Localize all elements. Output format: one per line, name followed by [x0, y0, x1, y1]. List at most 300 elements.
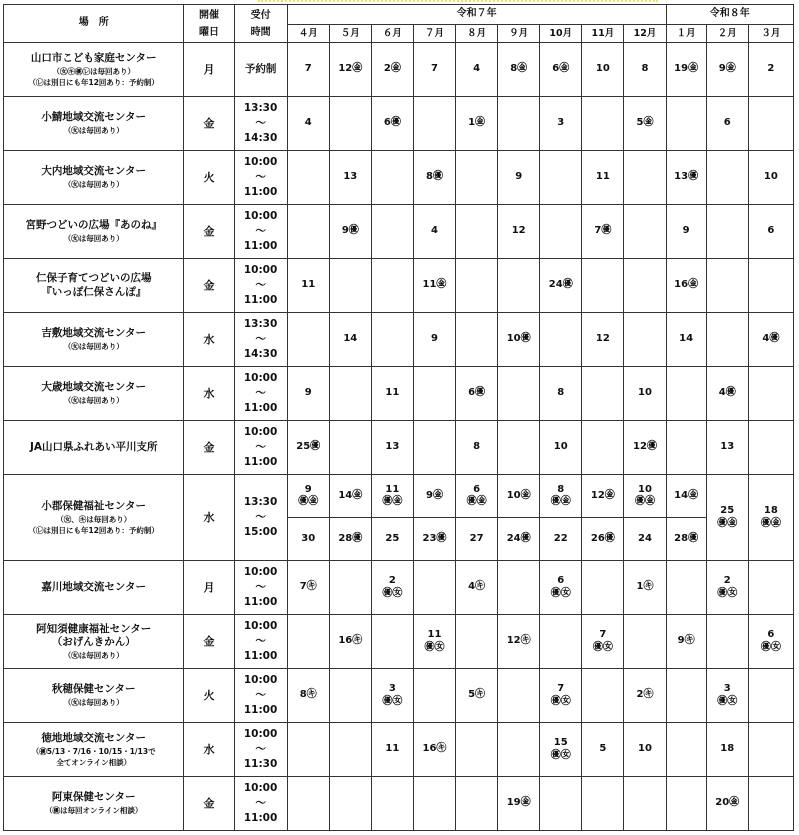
- date-cell: [498, 421, 540, 475]
- date-cell: 11: [371, 367, 413, 421]
- date-cell: [706, 205, 748, 259]
- date-cell: 10 ㊝㊎: [624, 475, 666, 518]
- location-note: （㊛は毎回あり）: [63, 126, 124, 136]
- date-cell: 6 ㊝㊛: [748, 615, 793, 669]
- date-cell: [540, 151, 582, 205]
- date-cell: [706, 259, 748, 313]
- location-note: （㋹は別日にも年12回あり：予約制）: [28, 526, 159, 536]
- date-cell: 24㊝: [540, 259, 582, 313]
- location-name: 宮野つどいの広場『あのね』: [25, 219, 162, 232]
- date-cell: [666, 669, 706, 723]
- date-cell: 9㊎: [706, 43, 748, 97]
- date-cell: [371, 777, 413, 831]
- time-line: ～: [255, 580, 266, 593]
- date-cell: [498, 561, 540, 615]
- date-cell: [371, 313, 413, 367]
- time-line: 13:30: [243, 317, 278, 330]
- reception-time-cell: [234, 43, 287, 97]
- date-cell: 11 ㊝㊛: [413, 615, 455, 669]
- date-cell: 6㊎: [540, 43, 582, 97]
- date-cell: 24㊝: [498, 518, 540, 561]
- date-cell: [582, 561, 624, 615]
- date-cell: [624, 205, 666, 259]
- date-cell: 25 ㊝㊎: [706, 475, 748, 561]
- date-cell: 8㊎: [498, 43, 540, 97]
- date-cell: [329, 723, 371, 777]
- header-weekday: 開催 曜日: [184, 5, 234, 43]
- date-cell: 28㊝: [329, 518, 371, 561]
- location-note: （おげんきかん）: [51, 635, 136, 648]
- date-cell: 13: [706, 421, 748, 475]
- time-line: 10:00: [243, 155, 278, 168]
- time-line: 11:00: [243, 650, 278, 663]
- date-cell: 9: [498, 151, 540, 205]
- date-cell: 7㋖: [287, 561, 329, 615]
- weekday-cell: 月: [184, 561, 234, 615]
- location-name: 徳地地域交流センター: [41, 731, 146, 744]
- date-cell: 6: [748, 205, 793, 259]
- time-line: ～: [255, 510, 266, 523]
- date-cell: 19㊎: [666, 43, 706, 97]
- date-cell: 8: [540, 367, 582, 421]
- date-cell: [329, 97, 371, 151]
- date-cell: 12㊝: [624, 421, 666, 475]
- date-cell: [413, 777, 455, 831]
- date-cell: [498, 97, 540, 151]
- date-cell: 16㋖: [329, 615, 371, 669]
- date-cell: 2 ㊝㊛: [706, 561, 748, 615]
- date-cell: 13: [329, 151, 371, 205]
- time-line: 11:00: [243, 240, 278, 253]
- date-cell: [287, 723, 329, 777]
- header-month: ８月: [456, 25, 498, 43]
- time-line: 10:00: [243, 781, 278, 794]
- header-year-r7: 令和７年: [287, 5, 666, 25]
- time-line: 10:00: [243, 565, 278, 578]
- time-line: ～: [255, 796, 266, 809]
- location-name: 小鯖地域交流センター: [41, 111, 146, 124]
- time-line: ～: [255, 332, 266, 345]
- time-line: 10:00: [243, 209, 278, 222]
- date-cell: 7: [287, 43, 329, 97]
- location-name: 吉敷地域交流センター: [41, 327, 146, 340]
- date-cell: 9: [413, 313, 455, 367]
- location-note: （㊛は毎回あり）: [63, 698, 124, 708]
- date-cell: [582, 421, 624, 475]
- date-cell: 13: [371, 421, 413, 475]
- date-cell: 12: [582, 313, 624, 367]
- time-line: ～: [255, 224, 266, 237]
- time-line: 15:00: [243, 526, 278, 539]
- date-cell: 9 ㊝㊎: [287, 475, 329, 518]
- location-name: 大歳地域交流センター: [41, 381, 146, 394]
- date-cell: [666, 421, 706, 475]
- date-cell: 6㊝: [456, 367, 498, 421]
- time-line: 11:00: [243, 596, 278, 609]
- date-cell: [329, 669, 371, 723]
- date-cell: [666, 777, 706, 831]
- time-line: ～: [255, 386, 266, 399]
- date-cell: 3: [540, 97, 582, 151]
- date-cell: 25: [371, 518, 413, 561]
- location-cell: [4, 259, 184, 313]
- date-cell: 18 ㊝㊎: [748, 475, 793, 561]
- header-month: ２月: [706, 25, 748, 43]
- date-cell: 11: [287, 259, 329, 313]
- weekday-cell: 金: [184, 97, 234, 151]
- weekday-cell: 水: [184, 313, 234, 367]
- location-name: JA山口県ふれあい平川支所: [29, 440, 158, 453]
- date-cell: 7: [413, 43, 455, 97]
- location-note: （㊝5/13・7/16・10/15・1/13で: [31, 746, 156, 756]
- date-cell: 14: [666, 313, 706, 367]
- date-cell: [498, 723, 540, 777]
- time-line: 11:00: [243, 294, 278, 307]
- date-cell: [540, 615, 582, 669]
- reception-time-cell: [234, 367, 287, 421]
- date-cell: 9: [666, 205, 706, 259]
- time-line: 14:30: [243, 348, 278, 361]
- date-cell: [413, 669, 455, 723]
- time-line: 11:00: [243, 812, 278, 825]
- date-cell: 14: [329, 313, 371, 367]
- date-cell: [582, 669, 624, 723]
- time-line: 10:00: [243, 425, 278, 438]
- weekday-cell: 金: [184, 205, 234, 259]
- date-cell: 4: [456, 43, 498, 97]
- location-cell: [4, 777, 184, 831]
- date-cell: [748, 669, 793, 723]
- date-cell: [371, 205, 413, 259]
- time-line: 11:30: [243, 758, 278, 771]
- weekday-cell: 金: [184, 421, 234, 475]
- date-cell: [540, 205, 582, 259]
- date-cell: 8㊝: [413, 151, 455, 205]
- date-cell: 11: [582, 151, 624, 205]
- date-cell: [748, 777, 793, 831]
- time-line: 10:00: [243, 727, 278, 740]
- header-month: ６月: [371, 25, 413, 43]
- date-cell: [748, 259, 793, 313]
- date-cell: 8 ㊝㊎: [540, 475, 582, 518]
- time-line: ～: [255, 742, 266, 755]
- date-cell: [413, 97, 455, 151]
- location-note: （㊛は毎回あり）: [63, 180, 124, 190]
- date-cell: 9㋖: [666, 615, 706, 669]
- date-cell: [456, 777, 498, 831]
- date-cell: 2: [748, 43, 793, 97]
- date-cell: 5㊎: [624, 97, 666, 151]
- date-cell: 8: [624, 43, 666, 97]
- date-cell: [371, 259, 413, 313]
- reception-time-cell: [234, 313, 287, 367]
- reception-time-cell: [234, 205, 287, 259]
- location-name: 秋穂保健センター: [51, 683, 136, 696]
- location-cell: [4, 421, 184, 475]
- date-cell: [329, 421, 371, 475]
- date-cell: 11㊎: [413, 259, 455, 313]
- location-note: （㊛は毎回あり）: [63, 396, 124, 406]
- date-cell: [624, 151, 666, 205]
- time-line: 13:30: [243, 101, 278, 114]
- date-cell: 5㋖: [456, 669, 498, 723]
- location-name: 小郡保健福祉センター: [41, 499, 146, 512]
- date-cell: [456, 205, 498, 259]
- location-cell: [4, 615, 184, 669]
- date-cell: [624, 615, 666, 669]
- time-line: 10:00: [243, 619, 278, 632]
- date-cell: 2㊎: [371, 43, 413, 97]
- date-cell: [706, 313, 748, 367]
- date-cell: [748, 561, 793, 615]
- location-note: （㊝は毎回オンライン相談）: [45, 806, 143, 816]
- date-cell: [666, 97, 706, 151]
- header-location: 場 所: [4, 5, 184, 43]
- date-cell: 4㊝: [748, 313, 793, 367]
- header-month: ７月: [413, 25, 455, 43]
- date-cell: 11: [371, 723, 413, 777]
- date-cell: [624, 777, 666, 831]
- date-cell: [624, 313, 666, 367]
- location-cell: [4, 313, 184, 367]
- date-cell: 10: [624, 367, 666, 421]
- weekday-cell: 金: [184, 259, 234, 313]
- date-cell: [371, 615, 413, 669]
- reception-time-cell: [234, 151, 287, 205]
- header-month: ９月: [498, 25, 540, 43]
- date-cell: [748, 421, 793, 475]
- date-cell: [582, 367, 624, 421]
- location-cell: [4, 723, 184, 777]
- location-note: 『いっぽ仁保さんぽ』: [41, 285, 147, 298]
- location-name: 阿東保健センター: [51, 791, 136, 804]
- date-cell: [456, 615, 498, 669]
- date-cell: [456, 313, 498, 367]
- date-cell: 6: [706, 97, 748, 151]
- location-cell: [4, 561, 184, 615]
- date-cell: [666, 723, 706, 777]
- header-month: 11月: [582, 25, 624, 43]
- date-cell: 4㋖: [456, 561, 498, 615]
- location-name: 嘉川地域交流センター: [41, 580, 146, 593]
- time-line: ～: [255, 170, 266, 183]
- reception-time-cell: [234, 777, 287, 831]
- reception-time-cell: [234, 723, 287, 777]
- weekday-cell: 金: [184, 615, 234, 669]
- date-cell: 27: [456, 518, 498, 561]
- date-cell: [413, 561, 455, 615]
- date-cell: 10: [582, 43, 624, 97]
- date-cell: 25㊝: [287, 421, 329, 475]
- date-cell: [287, 615, 329, 669]
- weekday-cell: 金: [184, 777, 234, 831]
- date-cell: 9: [287, 367, 329, 421]
- date-cell: [498, 669, 540, 723]
- date-cell: 19㊎: [498, 777, 540, 831]
- header-month: ４月: [287, 25, 329, 43]
- date-cell: [456, 151, 498, 205]
- time-line: 11:00: [243, 186, 278, 199]
- date-cell: 11 ㊝㊎: [371, 475, 413, 518]
- date-cell: 3 ㊝㊛: [371, 669, 413, 723]
- time-line: 13:30: [243, 495, 278, 508]
- location-cell: [4, 669, 184, 723]
- time-line: 予約制: [244, 62, 277, 75]
- date-cell: 4㊝: [706, 367, 748, 421]
- location-name: 山口市こども家庭センター: [30, 51, 157, 64]
- date-cell: 3 ㊝㊛: [706, 669, 748, 723]
- date-cell: 26㊝: [582, 518, 624, 561]
- location-note: 全てオンライン相談）: [56, 758, 132, 768]
- weekday-cell: 水: [184, 367, 234, 421]
- reception-time-cell: [234, 669, 287, 723]
- date-cell: [329, 367, 371, 421]
- date-cell: 1㋖: [624, 561, 666, 615]
- date-cell: [329, 259, 371, 313]
- date-cell: [287, 313, 329, 367]
- date-cell: 10: [540, 421, 582, 475]
- date-cell: [287, 205, 329, 259]
- location-cell: [4, 475, 184, 561]
- header-time: 受付 時間: [234, 5, 287, 43]
- date-cell: 6 ㊝㊎: [456, 475, 498, 518]
- time-line: 14:30: [243, 132, 278, 145]
- date-cell: 18: [706, 723, 748, 777]
- date-cell: 14㊎: [329, 475, 371, 518]
- date-cell: 7 ㊝㊛: [540, 669, 582, 723]
- date-cell: [413, 421, 455, 475]
- date-cell: 24: [624, 518, 666, 561]
- time-line: ～: [255, 634, 266, 647]
- date-cell: 7㊝: [582, 205, 624, 259]
- date-cell: 4: [413, 205, 455, 259]
- reception-time-cell: [234, 615, 287, 669]
- date-cell: 10: [624, 723, 666, 777]
- date-cell: 23㊝: [413, 518, 455, 561]
- header-month: １月: [666, 25, 706, 43]
- date-cell: 6 ㊝㊛: [540, 561, 582, 615]
- location-note: （㊛は毎回あり）: [63, 650, 124, 660]
- date-cell: 2㋖: [624, 669, 666, 723]
- date-cell: 16㋖: [413, 723, 455, 777]
- location-cell: [4, 367, 184, 421]
- header-year-r8: 令和８年: [666, 5, 793, 25]
- weekday-cell: 水: [184, 475, 234, 561]
- date-cell: 10㊝: [498, 313, 540, 367]
- time-line: 11:00: [243, 456, 278, 469]
- weekday-cell: 火: [184, 669, 234, 723]
- date-cell: [706, 615, 748, 669]
- date-cell: 12㊎: [329, 43, 371, 97]
- date-cell: [582, 777, 624, 831]
- date-cell: 13㊝: [666, 151, 706, 205]
- date-cell: [706, 151, 748, 205]
- date-cell: 9㊝: [329, 205, 371, 259]
- header-month: 10月: [540, 25, 582, 43]
- date-cell: 12㊎: [582, 475, 624, 518]
- location-cell: [4, 43, 184, 97]
- weekday-cell: 水: [184, 723, 234, 777]
- time-line: ～: [255, 116, 266, 129]
- date-cell: 6㊝: [371, 97, 413, 151]
- location-name: 阿知須健康福祉センター: [36, 622, 152, 635]
- location-note: （㊛は毎回あり）: [63, 342, 124, 352]
- location-note: （㋹は別日にも年12回あり：予約制）: [28, 78, 159, 88]
- date-cell: [413, 367, 455, 421]
- date-cell: [748, 367, 793, 421]
- consultation-schedule-table: [3, 4, 794, 831]
- time-line: 10:00: [243, 263, 278, 276]
- weekday-cell: 月: [184, 43, 234, 97]
- date-cell: 28㊝: [666, 518, 706, 561]
- date-cell: 16㊎: [666, 259, 706, 313]
- date-cell: [498, 259, 540, 313]
- date-cell: 15 ㊝㊛: [540, 723, 582, 777]
- time-line: 10:00: [243, 673, 278, 686]
- header-month: ３月: [748, 25, 793, 43]
- time-line: 10:00: [243, 371, 278, 384]
- date-cell: 20㊎: [706, 777, 748, 831]
- date-cell: 14㊎: [666, 475, 706, 518]
- location-name: 仁保子育てつどいの広場: [35, 272, 152, 285]
- reception-time-cell: [234, 259, 287, 313]
- location-note: （㊛、㋖は毎回あり）: [56, 514, 132, 524]
- date-cell: [287, 777, 329, 831]
- date-cell: 7 ㊝㊛: [582, 615, 624, 669]
- date-cell: 22: [540, 518, 582, 561]
- header-month: ５月: [329, 25, 371, 43]
- date-cell: [748, 97, 793, 151]
- location-name: 大内地域交流センター: [41, 165, 146, 178]
- date-cell: 5: [582, 723, 624, 777]
- date-cell: [371, 151, 413, 205]
- date-cell: [540, 313, 582, 367]
- date-cell: 4: [287, 97, 329, 151]
- date-cell: 1㊎: [456, 97, 498, 151]
- date-cell: 30: [287, 518, 329, 561]
- date-cell: 12: [498, 205, 540, 259]
- header-month: 12月: [624, 25, 666, 43]
- location-note: （㊛は毎回あり）: [63, 234, 124, 244]
- date-cell: [456, 723, 498, 777]
- reception-time-cell: [234, 475, 287, 561]
- time-line: 11:00: [243, 402, 278, 415]
- reception-time-cell: [234, 561, 287, 615]
- location-cell: [4, 97, 184, 151]
- date-cell: [456, 259, 498, 313]
- date-cell: [287, 151, 329, 205]
- date-cell: [498, 367, 540, 421]
- weekday-cell: 火: [184, 151, 234, 205]
- date-cell: 10㊎: [498, 475, 540, 518]
- date-cell: 12㋖: [498, 615, 540, 669]
- reception-time-cell: [234, 97, 287, 151]
- location-note: （㊛㋖㊝㋹は毎回あり）: [52, 66, 135, 76]
- date-cell: [582, 97, 624, 151]
- date-cell: 9㊎: [413, 475, 455, 518]
- location-cell: [4, 205, 184, 259]
- date-cell: [540, 777, 582, 831]
- time-line: ～: [255, 278, 266, 291]
- date-cell: [666, 367, 706, 421]
- date-cell: [329, 561, 371, 615]
- date-cell: [624, 259, 666, 313]
- date-cell: 2 ㊝㊛: [371, 561, 413, 615]
- date-cell: [582, 259, 624, 313]
- top-dotted-line: [258, 0, 658, 2]
- date-cell: [329, 777, 371, 831]
- date-cell: 10: [748, 151, 793, 205]
